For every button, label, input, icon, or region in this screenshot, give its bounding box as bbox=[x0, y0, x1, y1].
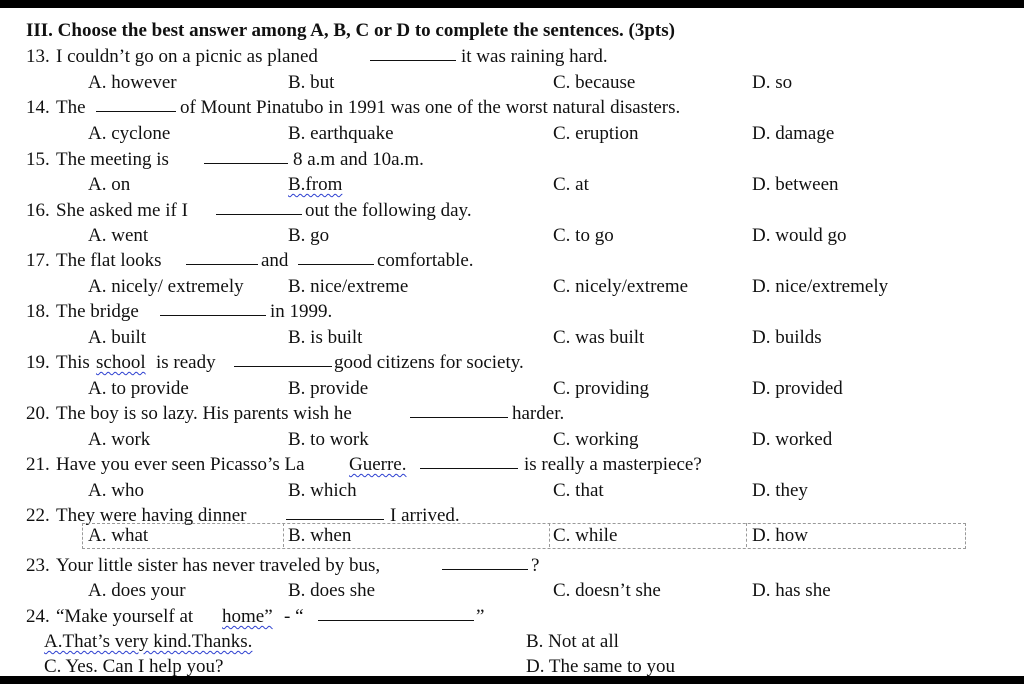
question-text: comfortable. bbox=[377, 250, 474, 271]
question-number: 19. bbox=[26, 352, 50, 373]
question-text: “Make yourself at bbox=[56, 606, 194, 627]
question-number: 22. bbox=[26, 505, 50, 526]
question-text: She asked me if I bbox=[56, 200, 188, 221]
question-text: I arrived. bbox=[390, 505, 460, 526]
option-d[interactable]: D. would go bbox=[752, 225, 847, 246]
options-14 bbox=[0, 121, 1024, 147]
option-d[interactable]: D. between bbox=[752, 174, 839, 195]
option-a[interactable]: A. nicely/ extremely bbox=[88, 276, 244, 297]
option-d[interactable]: D. they bbox=[752, 480, 808, 501]
question-number: 14. bbox=[26, 97, 50, 118]
option-d[interactable]: D. so bbox=[752, 72, 793, 93]
answer-blank[interactable] bbox=[420, 452, 518, 469]
option-c[interactable]: C. while bbox=[553, 525, 618, 546]
option-d[interactable]: D. provided bbox=[752, 378, 843, 399]
section-heading bbox=[0, 18, 1024, 44]
option-a[interactable]: A. to provide bbox=[88, 378, 189, 399]
answer-blank[interactable] bbox=[186, 248, 258, 265]
answer-blank[interactable] bbox=[318, 604, 474, 621]
answer-blank[interactable] bbox=[286, 503, 384, 520]
option-c[interactable]: C. working bbox=[553, 429, 639, 450]
option-b[interactable]: B. does she bbox=[288, 580, 376, 601]
option-a[interactable]: A.That’s very kind.Thanks. bbox=[44, 631, 253, 652]
question-20 bbox=[0, 401, 1024, 427]
option-b[interactable]: B. which bbox=[288, 480, 357, 501]
options-20 bbox=[0, 427, 1024, 453]
options-13 bbox=[0, 70, 1024, 96]
option-d[interactable]: D. damage bbox=[752, 123, 835, 144]
option-b[interactable]: B. go bbox=[288, 225, 330, 246]
options-24-row2 bbox=[0, 654, 1024, 676]
option-b[interactable]: B. to work bbox=[288, 429, 369, 450]
option-c[interactable]: C. was built bbox=[553, 327, 645, 348]
question-21 bbox=[0, 452, 1024, 478]
answer-blank[interactable] bbox=[96, 95, 176, 112]
question-text: The meeting is bbox=[56, 149, 169, 170]
option-d[interactable]: D. nice/extremely bbox=[752, 276, 889, 297]
option-a[interactable]: A. however bbox=[88, 72, 177, 93]
question-number: 21. bbox=[26, 454, 50, 475]
options-19 bbox=[0, 376, 1024, 402]
option-b[interactable]: B. earthquake bbox=[288, 123, 394, 144]
option-b[interactable]: B. is built bbox=[288, 327, 363, 348]
question-23 bbox=[0, 553, 1024, 579]
option-d[interactable]: D. worked bbox=[752, 429, 833, 450]
option-a[interactable]: A. on bbox=[88, 174, 131, 195]
option-a[interactable]: A. went bbox=[88, 225, 149, 246]
question-text: 8 a.m and 10a.m. bbox=[293, 149, 424, 170]
question-text: This bbox=[56, 352, 90, 373]
question-text: ” bbox=[476, 606, 485, 627]
question-number: 16. bbox=[26, 200, 50, 221]
question-text: good citizens for society. bbox=[334, 352, 524, 373]
option-b[interactable]: B.from bbox=[288, 174, 343, 195]
question-13 bbox=[0, 44, 1024, 70]
question-text: Your little sister has never traveled by bus, bbox=[56, 555, 381, 576]
option-d[interactable]: D. builds bbox=[752, 327, 822, 348]
option-c[interactable]: C. eruption bbox=[553, 123, 639, 144]
option-c[interactable]: C. nicely/extreme bbox=[553, 276, 689, 297]
option-a[interactable]: A. what bbox=[88, 525, 149, 546]
answer-blank[interactable] bbox=[204, 147, 288, 164]
question-16 bbox=[0, 198, 1024, 224]
question-17 bbox=[0, 248, 1024, 274]
question-text: The boy is so lazy. His parents wish he bbox=[56, 403, 352, 424]
worksheet-page bbox=[0, 8, 1024, 676]
question-number: 23. bbox=[26, 555, 50, 576]
option-d[interactable]: D. The same to you bbox=[526, 656, 675, 676]
question-text: The flat looks bbox=[56, 250, 162, 271]
question-text: school bbox=[96, 352, 146, 373]
answer-blank[interactable] bbox=[160, 299, 266, 316]
option-a[interactable]: A. work bbox=[88, 429, 151, 450]
options-15 bbox=[0, 172, 1024, 198]
answer-blank[interactable] bbox=[216, 198, 302, 215]
question-text: The bridge bbox=[56, 301, 139, 322]
options-16 bbox=[0, 223, 1024, 249]
question-19 bbox=[0, 350, 1024, 376]
question-text: out the following day. bbox=[305, 200, 472, 221]
question-number: 13. bbox=[26, 46, 50, 67]
question-number: 17. bbox=[26, 250, 50, 271]
question-text: The bbox=[56, 97, 86, 118]
option-c[interactable]: C. providing bbox=[553, 378, 650, 399]
question-text: They were having dinner bbox=[56, 505, 247, 526]
option-a[interactable]: A. does your bbox=[88, 580, 186, 601]
options-23 bbox=[0, 578, 1024, 604]
question-number: 20. bbox=[26, 403, 50, 424]
answer-blank[interactable] bbox=[442, 553, 528, 570]
options-17 bbox=[0, 274, 1024, 300]
question-18 bbox=[0, 299, 1024, 325]
option-b[interactable]: B. Not at all bbox=[526, 631, 619, 652]
question-text: Guerre. bbox=[349, 454, 407, 475]
option-b[interactable]: B. but bbox=[288, 72, 335, 93]
option-d[interactable]: D. how bbox=[752, 525, 808, 546]
option-c[interactable]: C. doesn’t she bbox=[553, 580, 661, 601]
question-number: 15. bbox=[26, 149, 50, 170]
question-number: 18. bbox=[26, 301, 50, 322]
question-text: harder. bbox=[512, 403, 565, 424]
option-b[interactable]: B. when bbox=[288, 525, 352, 546]
options-18 bbox=[0, 325, 1024, 351]
question-15 bbox=[0, 147, 1024, 173]
answer-blank[interactable] bbox=[298, 248, 374, 265]
question-text: - “ bbox=[284, 606, 304, 627]
question-text: in 1999. bbox=[270, 301, 333, 322]
option-c[interactable]: C. that bbox=[553, 480, 604, 501]
question-text: I couldn’t go on a picnic as planed bbox=[56, 46, 318, 67]
option-c[interactable]: C. because bbox=[553, 72, 636, 93]
option-c[interactable]: C. at bbox=[553, 174, 589, 195]
question-text: is ready bbox=[156, 352, 216, 373]
answer-blank[interactable] bbox=[410, 401, 508, 418]
option-a[interactable]: A. built bbox=[88, 327, 147, 348]
options-24-row1 bbox=[0, 629, 1024, 655]
option-c[interactable]: C. to go bbox=[553, 225, 614, 246]
question-text: home” bbox=[222, 606, 273, 627]
question-text: ? bbox=[531, 555, 540, 576]
option-a[interactable]: A. cyclone bbox=[88, 123, 171, 144]
options-22 bbox=[0, 523, 1024, 549]
option-b[interactable]: B. nice/extreme bbox=[288, 276, 409, 297]
question-text: and bbox=[261, 250, 289, 271]
answer-blank[interactable] bbox=[370, 44, 456, 61]
answer-blank[interactable] bbox=[234, 350, 332, 367]
question-text: of Mount Pinatubo in 1991 was one of the worst natural disasters. bbox=[180, 97, 681, 118]
question-text: Have you ever seen Picasso’s La bbox=[56, 454, 305, 475]
question-text: is really a masterpiece? bbox=[524, 454, 702, 475]
section-heading-text: III. Choose the best answer among A, B, C or D to complete the sentences. (3pts) bbox=[26, 20, 675, 41]
question-text: it was raining hard. bbox=[461, 46, 608, 67]
question-number: 24. bbox=[26, 606, 50, 627]
option-d[interactable]: D. has she bbox=[752, 580, 831, 601]
option-b[interactable]: B. provide bbox=[288, 378, 369, 399]
question-14 bbox=[0, 95, 1024, 121]
option-a[interactable]: A. who bbox=[88, 480, 144, 501]
options-21 bbox=[0, 478, 1024, 504]
question-24 bbox=[0, 604, 1024, 630]
option-c[interactable]: C. Yes. Can I help you? bbox=[44, 656, 224, 676]
